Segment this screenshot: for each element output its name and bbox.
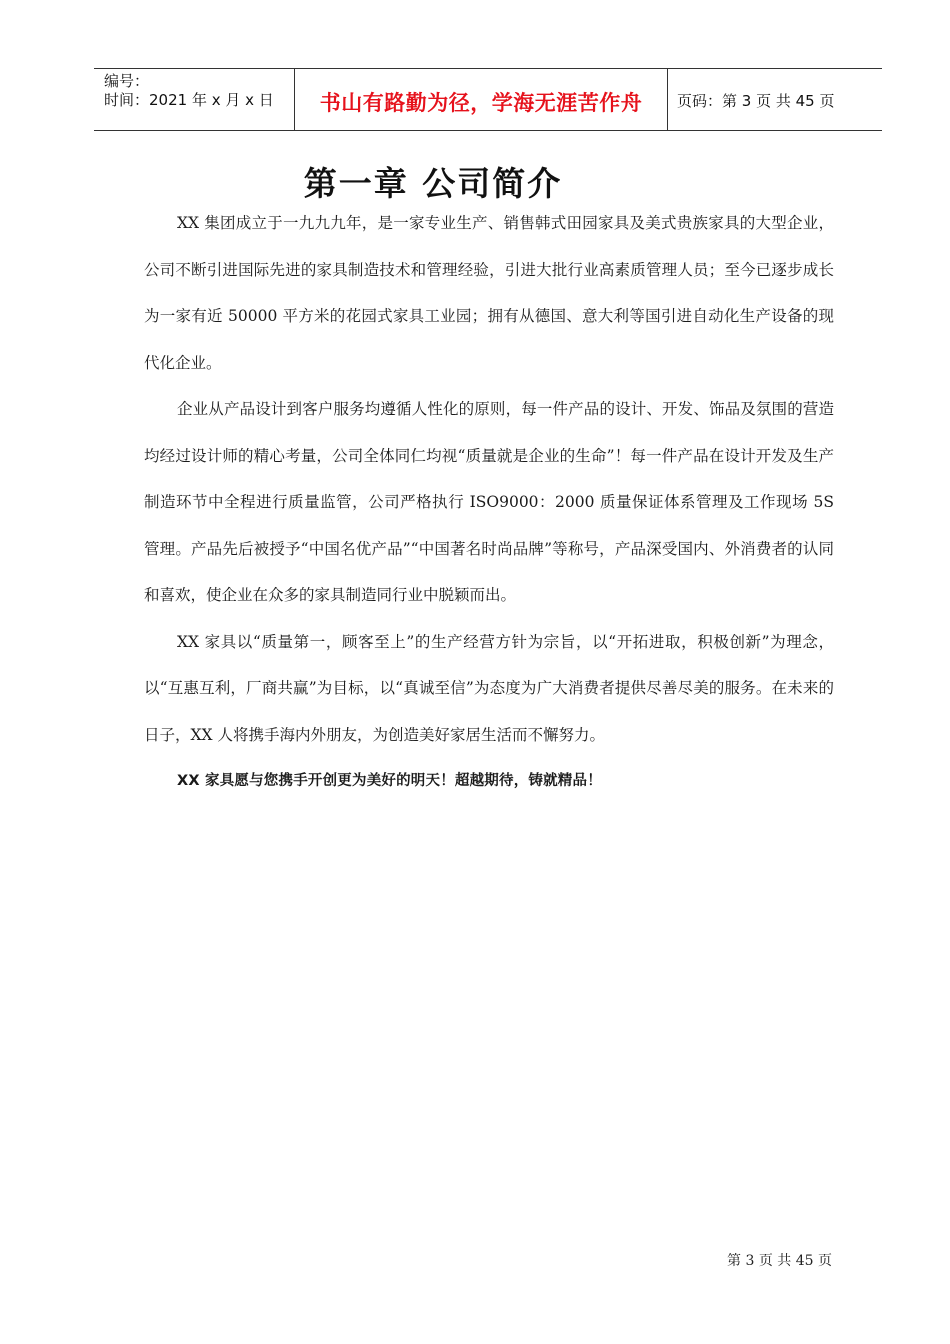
header-meta-cell	[94, 69, 294, 130]
document-number-label: 编号：	[104, 72, 150, 90]
paragraph-quality: 企业从产品设计到客户服务均遵循人性化的原则，每一件产品的设计、开发、饰品及氛围的营造均经过设计师的精心考量，公司全体同仁均视“质量就是企业的生命”！每一件产品在设计开发及生产制造环节中全程进行质量监管，公司严格执行 ISO9000：2000 质量保证体系管理及工作现场 5S 管理。产品先后被授予“中国名优产品”“中国著名时尚品牌”等称号，产品深受国内、外消费者的认同和喜欢，使企业在众多的家具制造同行业中脱颖而出。	[144, 400, 834, 604]
header-motto: 书山有路勤为径，学海无涯苦作舟	[319, 91, 643, 115]
header-table	[94, 68, 882, 131]
header-page-cell	[667, 69, 882, 130]
paragraph-philosophy: XX 家具以“质量第一，顾客至上”的生产经营方针为宗旨，以“开拓进取，积极创新”为理念，以“互惠互利，厂商共赢”为目标，以“真诚至信”为态度为广大消费者提供尽善尽美的服务。在未来的日子，XX 人将携手海内外朋友，为创造美好家居生活而不懈努力。	[144, 632, 834, 744]
header-page-code: 页码：第 3 页 共 45 页	[677, 92, 835, 110]
document-time: 时间：2021 年 x 月 x 日	[104, 91, 274, 109]
body-text	[144, 200, 834, 805]
closing-slogan: XX 家具愿与您携手开创更为美好的明天！超越期待，铸就精品！	[177, 773, 602, 789]
page-footer: 第 3 页 共 45 页	[727, 1253, 832, 1269]
header-motto-cell	[294, 69, 668, 130]
chapter-title: 第一章 公司简介	[303, 164, 563, 203]
paragraph-intro: XX 集团成立于一九九九年，是一家专业生产、销售韩式田园家具及美式贵族家具的大型企业，公司不断引进国际先进的家具制造技术和管理经验，引进大批行业高素质管理人员；至今已逐步成长为一家有近 50000 平方米的花园式家具工业园；拥有从德国、意大利等国引进自动化生产设备的现代化企业。	[144, 214, 834, 372]
